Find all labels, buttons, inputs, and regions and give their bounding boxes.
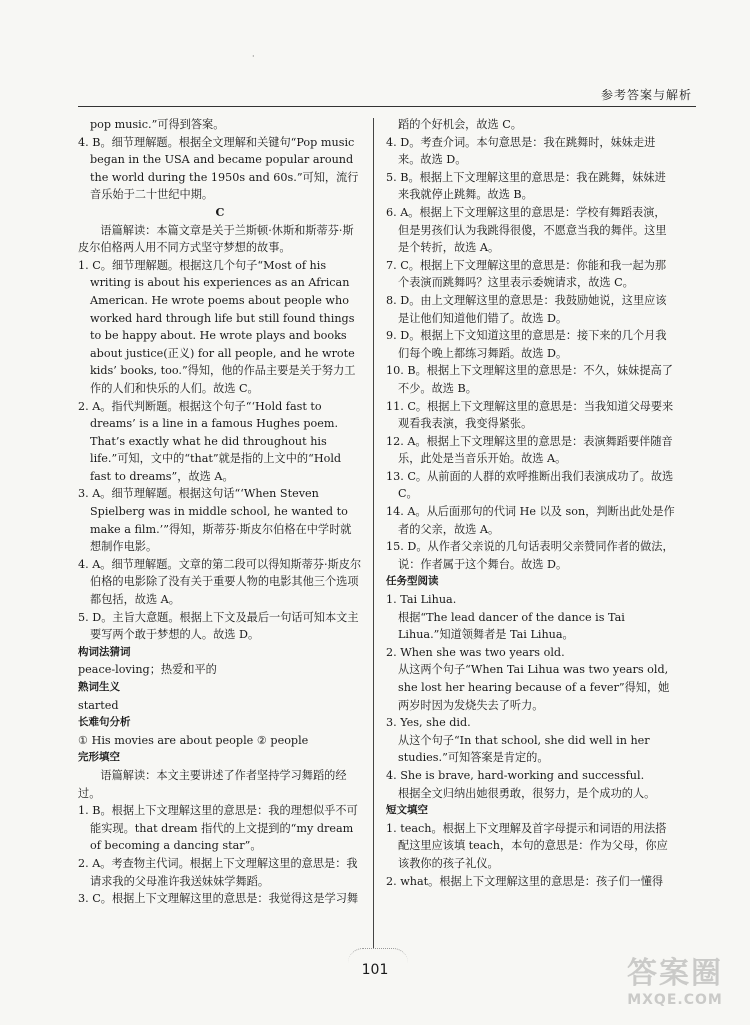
answer-item: 3. C。根据上下文理解这里的意思是：我觉得这是学习舞 [78,892,359,906]
answer-item: 1. C。细节理解题。根据这几个句子“Most of his writing is about his experiences as an African American. He wrote poems about people who worked hard through life but still found things to be happy about. He wrote plays and books about justice(正义) for all people, and he wrote kids’ books, too.”得知，他的作品主要是关于努力工作的人们和快乐的人们。故选 C。 [78,258,356,395]
right-column [386,116,676,890]
section-title: 熟词生义 [78,681,120,693]
answer-item: 1. Tai Lihua. [386,593,457,607]
answer-item: 2. A。考查物主代词。根据上下文理解这里的意思是：我请求我的父母准许我送妹妹学舞蹈。 [78,856,358,888]
page-number-ornament [348,948,408,963]
answer-item: 8. D。由上文理解这里的意思是：我鼓励她说，这里应该是让他们知道他们错了。故选 D。 [386,293,667,325]
answer-item: 1. B。根据上下文理解这里的意思是：我的理想似乎不可能实现。that dream 指代的上文提到的“my dream of becoming a dancing star”。 [78,804,358,853]
section-title: 短文填空 [386,804,428,817]
answer-continuation: 从这个句子“In that school, she did well in her studies.”可知答案是肯定的。 [398,733,650,765]
answer-item: 2. what。根据上下文理解这里的意思是：孩子们一懂得 [386,874,664,888]
page-number: 101 [361,962,389,978]
answer-item: 2. A。指代判断题。根据这个句子“‘Hold fast to dreams’ is a line in a famous Hughes poem. That’s exactly what he did throughout his life.”可知，文中的“that”就是指的上文中的“Hold fast to dreams”，故选 A。 [78,399,342,483]
answer-item: 3. Yes, she did. [386,716,471,730]
answer-item: 4. She is brave, hard-working and successful. [386,768,645,782]
answer-item: 2. When she was two years old. [386,645,565,659]
section-title: 构词法猜词 [78,645,131,658]
section-letter: C [215,204,225,219]
watermark-logo [610,948,740,1018]
answer-line: peace-loving；热爱和平的 [78,663,217,677]
answer-line: ① His movies are about people ② people [78,733,309,747]
answer-item: 4. D。考查介词。本句意思是：我在跳舞时，妹妹走进来。故选 D。 [386,135,656,167]
header-title: 参考答案与解析 [600,88,692,102]
answer-item: 12. A。根据上下文理解这里的意思是：表演舞蹈要伴随音乐，此处是当音乐开始。故选 A。 [386,434,673,466]
answer-item: 5. B。根据上下文理解这里的意思是：我在跳舞，妹妹进来我就停止跳舞。故选 B。 [386,170,666,202]
watermark-logo-text: 答案圈 [627,956,723,991]
section-title: 任务型阅读 [386,575,439,588]
section-title: 长难句分析 [78,716,131,729]
answer-item: 11. C。根据上下文理解这里的意思是：当我知道父母要来观看我表演，我变得紧张。 [386,399,674,431]
answer-continuation: 根据“The lead dancer of the dance is Tai Lihua.”知道领舞者是 Tai Lihua。 [398,610,625,642]
left-column [78,116,362,908]
answer-item: 4. A。细节理解题。文章的第二段可以得知斯蒂芬·斯皮尔伯格的电影除了没有关于重要人物的电影其他三个选项都包括，故选 A。 [78,557,362,607]
stray-dot: · [252,52,255,61]
answer-continuation: 从这两个句子“When Tai Lihua was two years old, she lost her hearing because of a fever”得知，她两岁时因为发烧失去了听力。 [398,663,670,712]
header-rule [78,106,696,107]
answer-item: 10. B。根据上下文理解这里的意思是：不久，妹妹提高了不少。故选 B。 [386,364,673,395]
answer-item: 9. D。根据上下文知道这里的意思是：接下来的几个月我们每个晚上都练习舞蹈。故选 D。 [386,329,667,360]
answer-item: 3. A。细节理解题。根据这句话“‘When Steven Spielberg was in middle school, he wanted to make a film.’”得知，斯蒂芬·斯皮尔伯格在中学时就想制作电影。 [78,487,352,554]
answer-item: 13. C。从前面的人群的欢呼推断出我们表演成功了。故选 C。 [386,469,674,501]
answer-item: 6. A。根据上下文理解这里的意思是：学校有舞蹈表演，但是男孩们认为我跳得很傻，不愿意当我的舞伴。这里是个转折，故选 A。 [386,205,667,255]
answer-line: started [78,698,119,712]
answer-item: 7. C。根据上下文理解这里的意思是：你能和我一起为那个表演而跳舞吗？这里表示委婉请求，故选 C。 [386,258,667,290]
column-divider [373,118,374,948]
answer-continuation: pop music.”可得到答案。 [90,118,225,131]
passage-summary: 语篇解读：本文主要讲述了作者坚持学习舞蹈的经过。 [78,768,347,800]
answer-item: 14. A。从后面那句的代词 He 以及 son，判断出此处是作者的父亲，故选 A。 [386,505,675,536]
answer-item: 5. D。主旨大意题。根据上下文及最后一句话可知本文主要写两个敢于梦想的人。故选 D。 [78,610,359,642]
passage-summary: 语篇解读：本篇文章是关于兰斯顿·休斯和斯蒂芬·斯皮尔伯格两人用不同方式坚守梦想的故事。 [78,223,354,255]
answer-item: 4. B。细节理解题。根据全文理解和关键句“Pop music began in the USA and became popular around the world during the 1950s and 60s.”可知，流行音乐始于二十世纪中期。 [78,135,359,202]
watermark-url: MXQE.COM [627,992,723,1008]
answer-item: 1. teach。根据上下文理解及首字母提示和词语的用法搭配这里应该填 teach，本句的意思是：作为父母，你应该教你的孩子礼仪。 [386,821,668,870]
answer-continuation: 根据全文归纳出她很勇敢，很努力，是个成功的人。 [398,786,656,800]
section-title: 完形填空 [78,751,120,764]
answer-continuation: 蹈的个好机会，故选 C。 [398,118,522,131]
answer-item: 15. D。从作者父亲说的几句话表明父亲赞同作者的做法，说：作者属于这个舞台。故选 D。 [386,540,674,571]
